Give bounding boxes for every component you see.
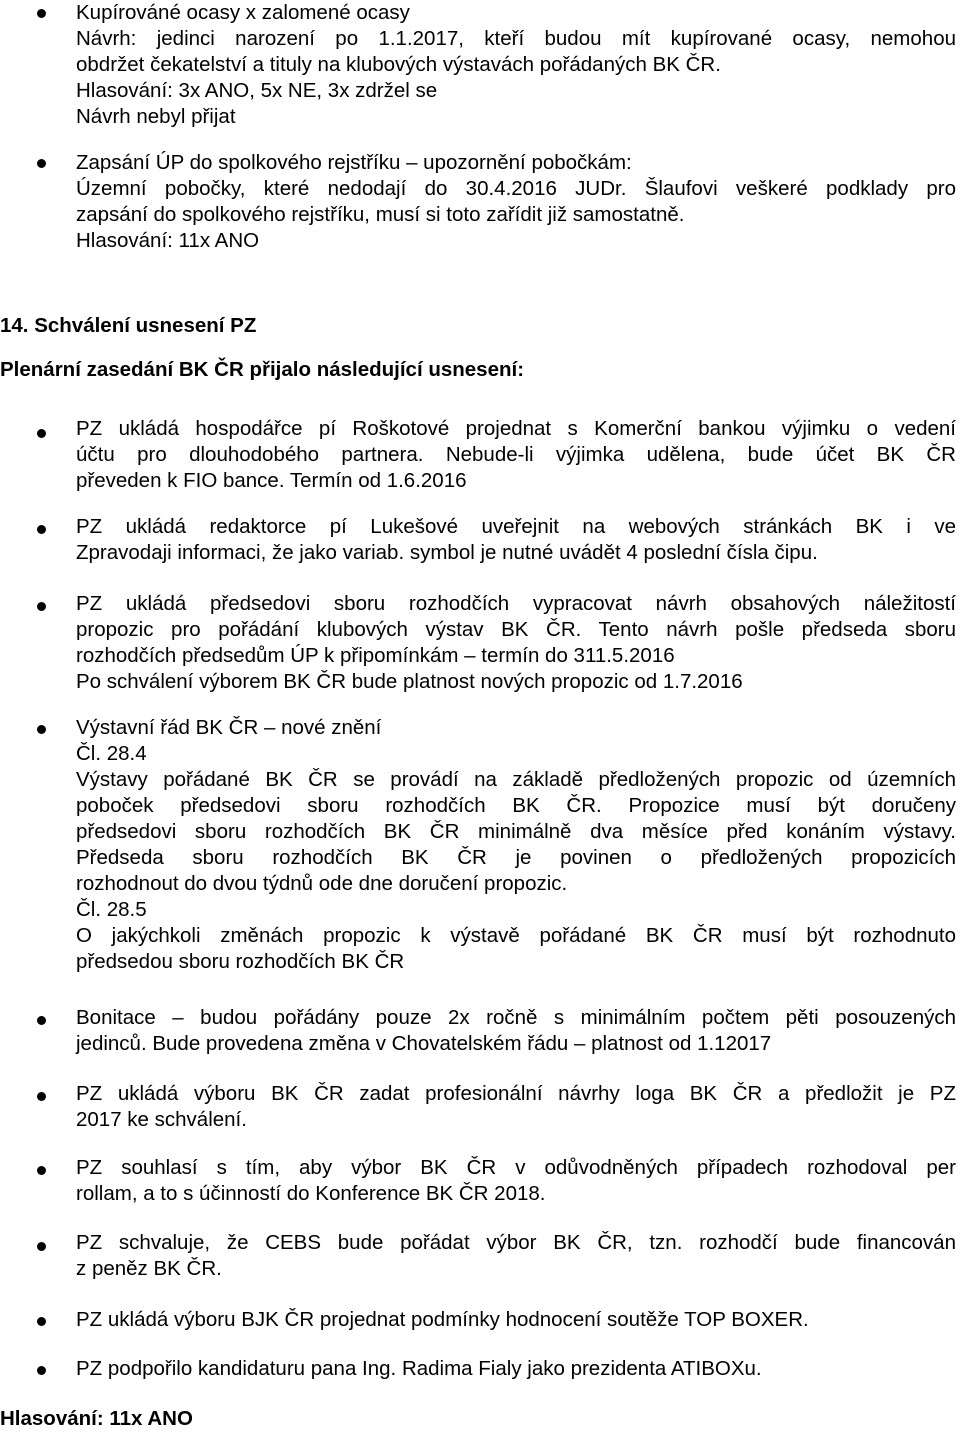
section-heading: 14. Schválení usnesení PZ	[0, 314, 257, 337]
resolution-line: PZ ukládá výboru BK ČR zadat profesionální návrhy loga BK ČR a předložit je PZ	[76, 1082, 956, 1105]
bullet-icon	[37, 1366, 46, 1375]
resolution-item	[76, 514, 956, 566]
resolution-line: PZ ukládá hospodářce pí Roškotové projednat s Komerční bankou výjimku o vedení	[76, 417, 956, 440]
resolution-line: předsedou sboru rozhodčích BK ČR	[76, 950, 405, 973]
resolution-item	[76, 416, 956, 494]
bullet-icon	[37, 429, 46, 438]
resolution-line: PZ souhlasí s tím, aby výbor BK ČR v odůvodněných případech rozhodoval per	[76, 1156, 956, 1179]
resolution-item	[76, 1081, 956, 1133]
resolution-line: PZ ukládá redaktorce pí Lukešové uveřejnit na webových stránkách BK i ve	[76, 515, 956, 538]
resolution-item	[76, 1005, 956, 1057]
resolution-line: Výstavní řád BK ČR – nové znění	[76, 716, 382, 739]
intro-line: Hlasování: 11x ANO	[76, 229, 260, 252]
intro-item-docked-tails	[76, 0, 956, 130]
resolution-line: převeden k FIO bance. Termín od 1.6.2016	[76, 469, 467, 492]
resolution-item	[76, 1356, 956, 1382]
resolution-item	[76, 715, 956, 975]
bullet-icon	[37, 1317, 46, 1326]
intro-line: zapsání do spolkového rejstříku, musí si toto zařídit již samostatně.	[76, 203, 685, 226]
intro-item-registry	[76, 150, 956, 254]
resolution-line: z peněz BK ČR.	[76, 1257, 222, 1280]
bullet-icon	[37, 602, 46, 611]
resolution-line: PZ schvaluje, že CEBS bude pořádat výbor BK ČR, tzn. rozhodčí bude financován	[76, 1231, 956, 1254]
resolution-line: Čl. 28.5	[76, 898, 147, 921]
bullet-icon	[37, 1166, 46, 1175]
bullet-icon	[37, 525, 46, 534]
intro-line: Územní pobočky, které nedodají do 30.4.2016 JUDr. Šlaufovi veškeré podklady pro	[76, 177, 956, 200]
intro-line: obdržet čekatelství a tituly na klubových výstavách pořádaných BK ČR.	[76, 53, 721, 76]
resolution-line: Předseda sboru rozhodčích BK ČR je povinen o předložených propozicích	[76, 846, 956, 869]
resolution-line: 2017 ke schválení.	[76, 1108, 247, 1131]
bullet-icon	[37, 159, 46, 168]
bullet-icon	[37, 1092, 46, 1101]
resolution-line: jedinců. Bude provedena změna v Chovatelském řádu – platnost od 1.12017	[76, 1032, 772, 1055]
intro-line: Zapsání ÚP do spolkového rejstříku – upozornění pobočkám:	[76, 151, 632, 174]
resolution-line: O jakýchkoli změnách propozic k výstavě pořádané BK ČR musí být rozhodnuto	[76, 924, 956, 947]
resolution-line: Výstavy pořádané BK ČR se provádí na základě předložených propozic od územních	[76, 768, 956, 791]
bullet-icon	[37, 725, 46, 734]
resolution-item	[76, 591, 956, 695]
footer-vote: Hlasování: 11x ANO	[0, 1407, 193, 1430]
section-subheading: Plenární zasedání BK ČR přijalo následující usnesení:	[0, 358, 525, 381]
resolution-item	[76, 1155, 956, 1207]
resolution-line: rozhodnout do dvou týdnů ode dne doručení propozic.	[76, 872, 568, 895]
resolution-line: Zpravodaji informaci, že jako variab. symbol je nutné uvádět 4 poslední čísla čipu.	[76, 541, 818, 564]
intro-line: Návrh: jedinci narození po 1.1.2017, kteří budou mít kupírované ocasy, nemohou	[76, 27, 956, 50]
intro-line: Kupírováné ocasy x zalomené ocasy	[76, 1, 410, 24]
intro-line: Návrh nebyl přijat	[76, 105, 236, 128]
resolution-line: předsedovi sboru rozhodčích BK ČR minimálně dva měsíce před konáním výstavy.	[76, 820, 956, 843]
resolution-line: Bonitace – budou pořádány pouze 2x ročně s minimálním počtem pěti posouzených	[76, 1006, 956, 1029]
resolution-line: PZ ukládá výboru BJK ČR projednat podmínky hodnocení soutěže TOP BOXER.	[76, 1308, 809, 1331]
resolution-line: účtu pro dlouhodobého partnera. Nebude-li výjimka udělena, bude účet BK ČR	[76, 443, 956, 466]
resolution-item	[76, 1230, 956, 1282]
resolution-line: rozhodčích předsedům ÚP k připomínkám – termín do 311.5.2016	[76, 644, 675, 667]
intro-line: Hlasování: 3x ANO, 5x NE, 3x zdržel se	[76, 79, 438, 102]
bullet-icon	[37, 9, 46, 18]
resolution-line: PZ podpořilo kandidaturu pana Ing. Radima Fialy jako prezidenta ATIBOXu.	[76, 1357, 762, 1380]
resolution-line: Čl. 28.4	[76, 742, 147, 765]
resolution-line: Po schválení výborem BK ČR bude platnost nových propozic od 1.7.2016	[76, 670, 743, 693]
resolution-line: poboček předsedovi sboru rozhodčích BK ČR. Propozice musí být doručeny	[76, 794, 956, 817]
bullet-icon	[37, 1242, 46, 1251]
resolution-line: PZ ukládá předsedovi sboru rozhodčích vypracovat návrh obsahových náležitostí	[76, 592, 956, 615]
resolution-line: rollam, a to s účinností do Konference BK ČR 2018.	[76, 1182, 546, 1205]
bullet-icon	[37, 1016, 46, 1025]
resolution-line: propozic pro pořádání klubových výstav BK ČR. Tento návrh pošle předseda sboru	[76, 618, 956, 641]
resolution-item	[76, 1307, 956, 1333]
